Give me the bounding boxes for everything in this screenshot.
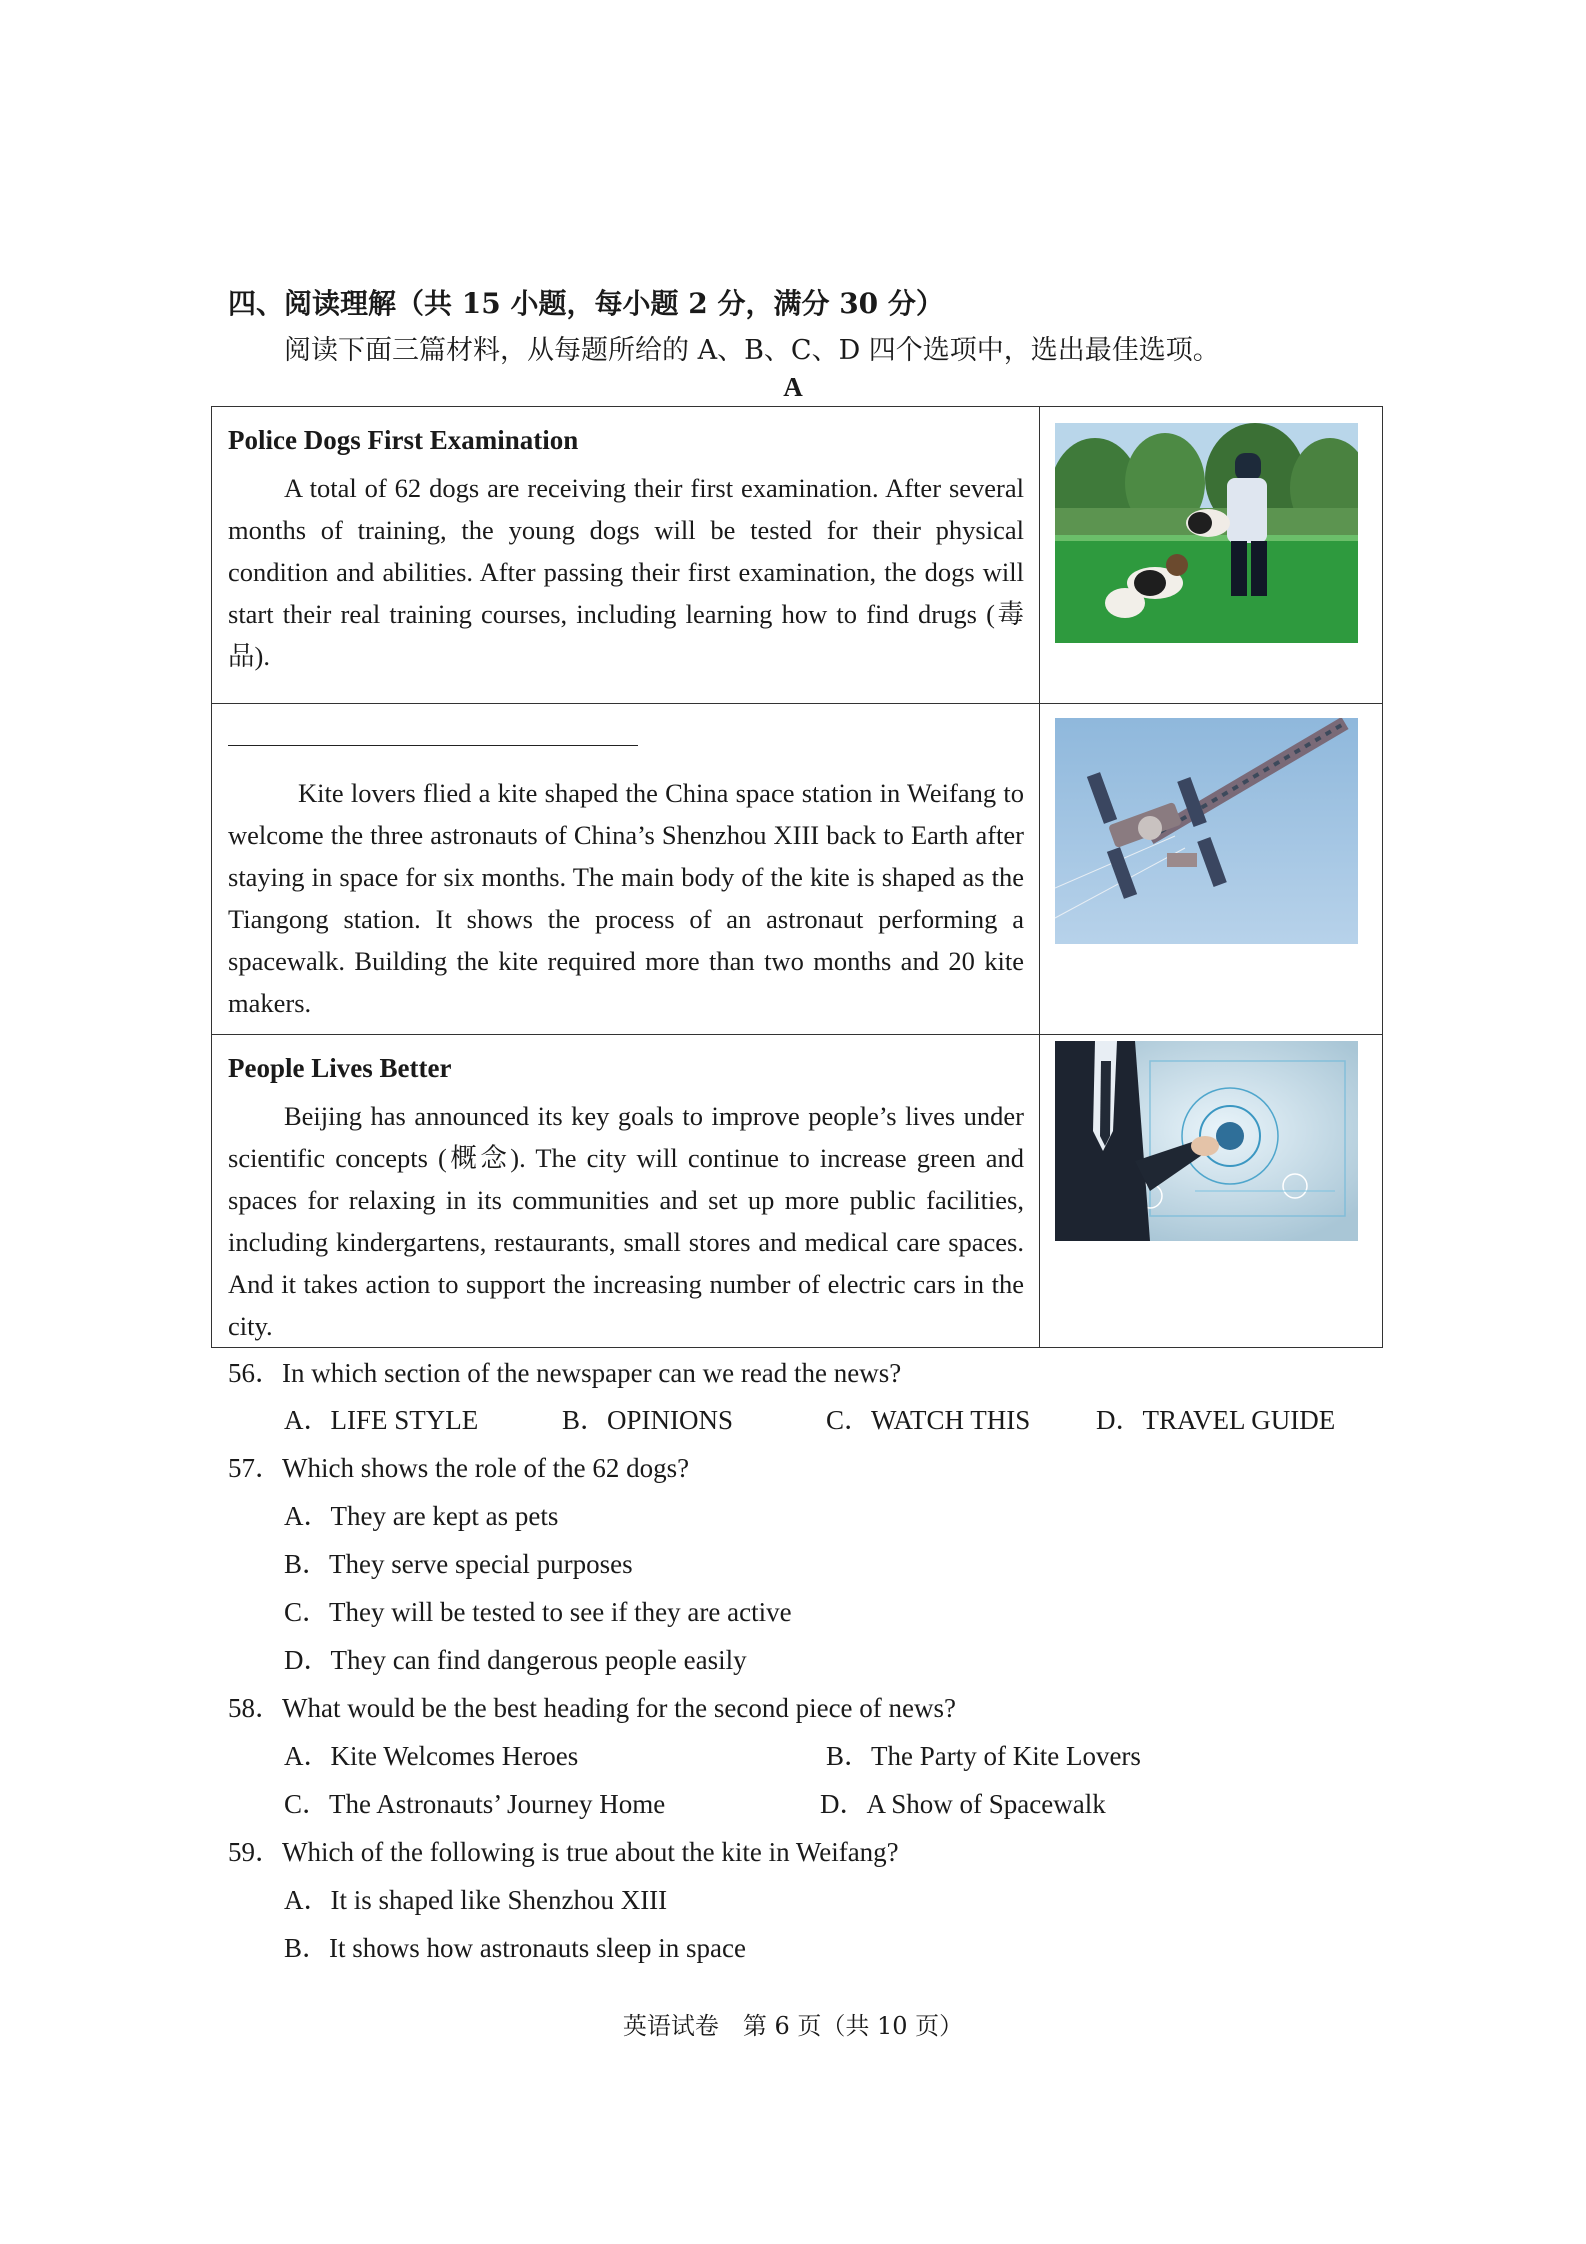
news-text-cell [212, 407, 1040, 703]
news-image-cell [1041, 1035, 1382, 1347]
passage-label: A [783, 372, 803, 402]
news-body: Beijing has announced its key goals to improve people’s lives under scientific concepts (概念). The city will continue to increase green and spaces for relaxing in its communities and set up more public facilities, including kindergartens, restaurants, small stores and medical care spaces. And it takes action to support the increasing number of electric cars in the city. [228, 1101, 1024, 1341]
space-station-kite-photo [1055, 718, 1358, 944]
news-row [212, 407, 1382, 704]
question-option: D．A Show of Spacewalk [820, 1789, 1106, 1819]
question-stem: 57．Which shows the role of the 62 dogs? [228, 1453, 690, 1483]
news-image-cell [1041, 407, 1382, 703]
news-body: Kite lovers flied a kite shaped the China space station in Weifang to welcome the three astronauts of China’s Shenzhou XIII back to Earth after staying in space for six months. The main body of the kite is shaped as the Tiangong station. It shows the process of an astronaut performing a spacewalk. Building the kite required more than two months and 20 kite makers. [228, 778, 1024, 1018]
question-option: D．They can find dangerous people easily [284, 1645, 747, 1675]
question-option: A．It is shaped like Shenzhou XIII [284, 1885, 668, 1915]
question-option: C．The Astronauts’ Journey Home [284, 1789, 666, 1819]
blank-heading-line [228, 744, 638, 746]
news-heading: Police Dogs First Examination [228, 425, 579, 455]
question-stem: 58．What would be the best heading for the second piece of news? [228, 1693, 957, 1723]
news-text-cell [212, 704, 1040, 1034]
news-row [212, 704, 1382, 1035]
question-option: B．OPINIONS [562, 1405, 734, 1435]
question-option: A．They are kept as pets [284, 1501, 559, 1531]
question-option: C．They will be tested to see if they are active [284, 1597, 792, 1627]
businessman-hologram-photo [1055, 1041, 1358, 1241]
section-instructions: 阅读下面三篇材料，从每题所给的 A、B、C、D 四个选项中，选出最佳选项。 [284, 335, 1220, 366]
question-option: D．TRAVEL GUIDE [1096, 1405, 1336, 1435]
question-option: C．WATCH THIS [826, 1405, 1031, 1435]
news-text-cell [212, 1035, 1040, 1347]
page-footer: 英语试卷 第 6 页（共 10 页） [622, 2012, 964, 2040]
news-table [211, 406, 1383, 1348]
news-image-cell [1041, 704, 1382, 1034]
question-option: B．They serve special purposes [284, 1549, 633, 1579]
police-dogs-photo [1055, 423, 1358, 643]
section-title: 四、阅读理解（共 15 小题，每小题 2 分，满分 30 分） [228, 287, 944, 320]
news-heading: People Lives Better [228, 1053, 452, 1083]
news-row [212, 1035, 1382, 1347]
question-option: A．LIFE STYLE [284, 1405, 479, 1435]
question-stem: 56．In which section of the newspaper can we read the news? [228, 1358, 902, 1388]
news-body: A total of 62 dogs are receiving their first examination. After several months of training, the young dogs will be tested for their physical condition and abilities. After passing their first examination, the dogs will start their real training courses, including learning how to find drugs (毒品). [228, 473, 1024, 671]
question-option: A．Kite Welcomes Heroes [284, 1741, 579, 1771]
question-option: B．The Party of Kite Lovers [826, 1741, 1141, 1771]
question-stem: 59．Which of the following is true about the kite in Weifang? [228, 1837, 899, 1867]
question-option: B．It shows how astronauts sleep in space [284, 1933, 746, 1963]
